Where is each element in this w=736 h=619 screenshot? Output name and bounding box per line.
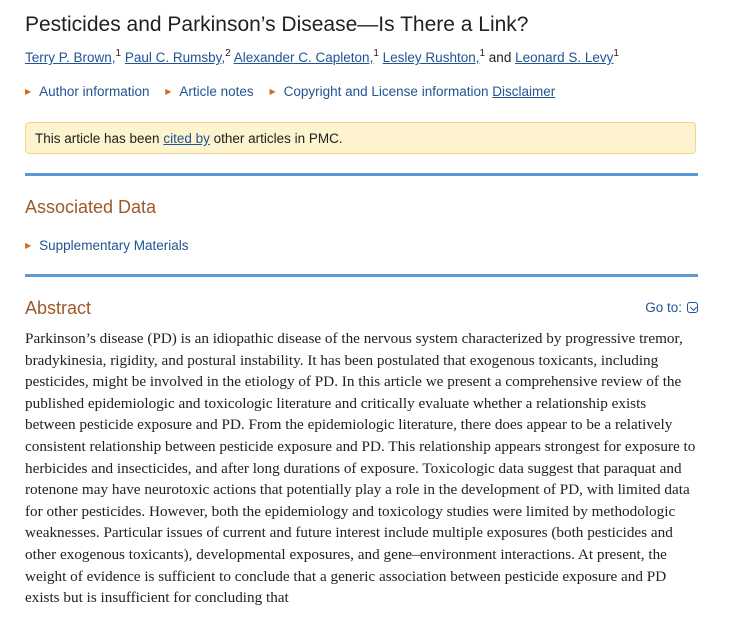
triangle-right-icon: ▶: [25, 87, 32, 96]
affiliation-ref[interactable]: 2: [225, 48, 231, 59]
affiliation-ref[interactable]: 1: [373, 48, 379, 59]
section-divider: [25, 274, 698, 277]
article-notes-link[interactable]: Article notes: [179, 84, 254, 99]
abstract-heading: Abstract: [25, 298, 92, 318]
author-link[interactable]: Alexander C. Capleton,: [233, 50, 374, 65]
notice-suffix: other articles in PMC.: [213, 131, 343, 146]
author-link[interactable]: Paul C. Rumsby,: [124, 50, 226, 65]
chevron-down-icon[interactable]: [687, 302, 698, 313]
goto-menu[interactable]: [645, 300, 698, 315]
associated-data-heading: Associated Data: [25, 197, 157, 217]
article-meta-links: [25, 84, 555, 99]
affiliation-ref[interactable]: 1: [613, 48, 619, 59]
supplementary-materials-row: [25, 238, 188, 253]
author-list: [25, 50, 619, 65]
affiliation-ref[interactable]: 1: [115, 48, 122, 59]
abstract-text: Parkinson’s disease (PD) is an idiopathic disease of the nervous system characterized by progressive tremor, bradykinesia, rigidity, and postural instability. It has been postulated that exogenous toxicants, including pesticides, might be involved in the etiology of PD. In this article we present a comprehensive review of the published epidemiologic and toxicologic literature and critically evaluate whether a relationship exists between pesticide exposure and PD. From the epidemiologic literature, there does appear to be a relatively consistent relationship between pesticide exposure and PD. This relationship appears strongest for exposure to herbicides and insecticides, and after long durations of exposure. Toxicologic data suggest that paraquat and rotenone may have neurotoxic actions that potentially play a role in the development of PD, with limited data for other pesticides. However, both the epidemiology and toxicology studies were limited by methodologic weaknesses. Particular issues of current and future interest include multiple exposures (both pesticides and other exogenous toxicants), developmental exposures, and gene–environment interactions. At present, the weight of evidence is sufficient to conclude that a generic association between pesticide exposure and PD exists but is insufficient for concluding that: [25, 330, 696, 607]
author-link[interactable]: Leonard S. Levy: [515, 50, 614, 65]
author-information-link[interactable]: Author information: [39, 84, 150, 99]
article-title: Pesticides and Parkinson’s Disease—Is There a Link?: [25, 13, 529, 36]
supplementary-materials-link[interactable]: Supplementary Materials: [39, 238, 189, 253]
triangle-right-icon: ▶: [165, 87, 172, 96]
triangle-right-icon: ▶: [269, 87, 276, 96]
section-divider: [25, 173, 698, 176]
disclaimer-link[interactable]: Disclaimer: [492, 84, 556, 99]
notice-prefix: This article has been: [35, 131, 160, 146]
goto-label: Go to:: [645, 300, 682, 315]
affiliation-ref[interactable]: 1: [479, 48, 486, 59]
author-link[interactable]: Terry P. Brown,: [25, 50, 116, 65]
cited-by-link[interactable]: cited by: [163, 131, 210, 146]
authors-conjunction: and: [488, 50, 512, 65]
copyright-license-link[interactable]: Copyright and License information: [283, 84, 489, 99]
triangle-right-icon: ▶: [25, 241, 32, 250]
cited-by-notice: [25, 122, 696, 154]
author-link[interactable]: Lesley Rushton,: [382, 50, 480, 65]
